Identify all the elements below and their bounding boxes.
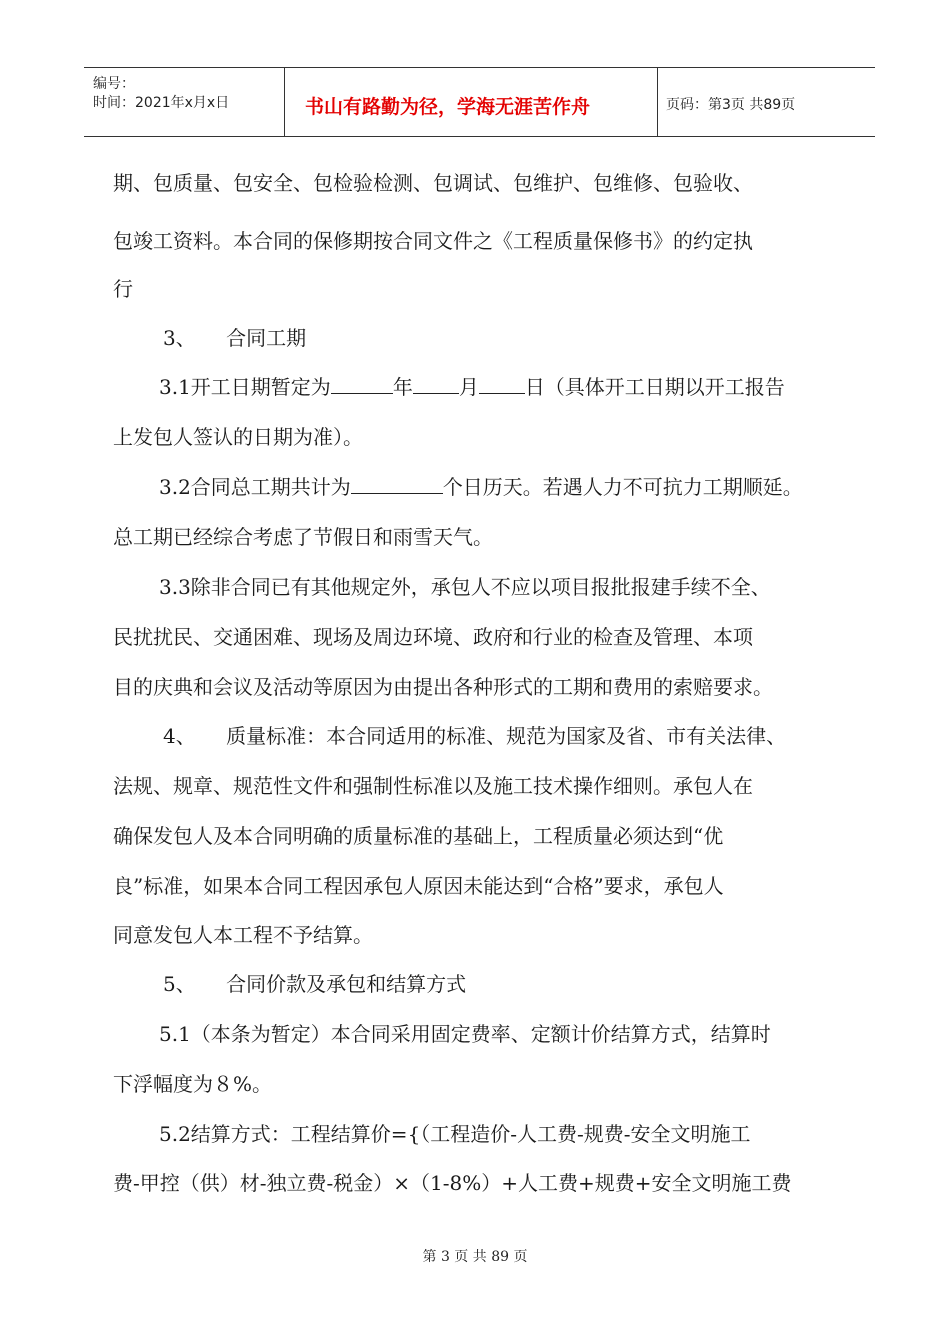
document-time-label: 时间：2021年x月x日 — [93, 95, 230, 111]
body-line: 5.2结算方式：工程结算价={（工程造价-人工费-规费-安全文明施工 — [159, 1122, 751, 1146]
blank-duration[interactable] — [351, 475, 443, 494]
header-page-label: 页码：第3页 共89页 — [666, 97, 796, 113]
clause-text: 年 — [392, 375, 413, 399]
section-title: 合同工期 — [226, 326, 307, 350]
section-heading-4 — [163, 723, 786, 749]
body-line: 费-甲控（供）材-独立费-税金）×（1-8%）+人工费+规费+安全文明施工费 — [113, 1171, 792, 1195]
body-line: 确保发包人及本合同明确的质量标准的基础上，工程质量必须达到“优 — [113, 824, 724, 848]
clause-text: 3.1开工日期暂定为 — [159, 375, 331, 399]
body-line: 行 — [113, 277, 133, 301]
body-line: 同意发包人本工程不予结算。 — [113, 923, 373, 947]
clause-3-2 — [159, 474, 803, 500]
blank-day[interactable] — [479, 375, 525, 394]
clause-text: 个日历天。若遇人力不可抗力工期顺延。 — [442, 475, 803, 499]
clause-text: 3.2合同总工期共计为 — [159, 475, 351, 499]
body-line: 法规、规章、规范性文件和强制性标准以及施工技术操作细则。承包人在 — [113, 774, 753, 798]
header-motto-cell — [285, 68, 658, 136]
document-number-label: 编号： — [93, 76, 135, 92]
body-line: 上发包人签认的日期为准）。 — [113, 425, 363, 449]
section-title: 质量标准：本合同适用的标准、规范为国家及省、市有关法律、 — [226, 724, 787, 748]
body-line: 良”标准，如果本合同工程因承包人原因未能达到“合格”要求，承包人 — [113, 874, 724, 898]
header-motto: 书山有路勤为径，学海无涯苦作舟 — [305, 96, 591, 118]
body-line: 民扰扰民、交通困难、现场及周边环境、政府和行业的检查及管理、本项 — [113, 625, 753, 649]
section-heading-5 — [163, 971, 466, 997]
page-footer: 第 3 页 共 89 页 — [422, 1249, 528, 1265]
section-number: 3、 — [163, 326, 196, 350]
body-line: 期、包质量、包安全、包检验检测、包调试、包维护、包维修、包验收、 — [113, 171, 753, 195]
body-line: 5.1（本条为暂定）本合同采用固定费率、定额计价结算方式，结算时 — [159, 1022, 771, 1046]
clause-text: 月 — [458, 375, 479, 399]
clause-text: 日（具体开工日期以开工报告 — [524, 375, 785, 399]
body-line: 下浮幅度为８%。 — [113, 1072, 273, 1096]
body-line: 总工期已经综合考虑了节假日和雨雪天气。 — [113, 525, 493, 549]
body-line: 包竣工资料。本合同的保修期按合同文件之《工程质量保修书》的约定执 — [113, 229, 753, 253]
clause-3-1 — [159, 374, 785, 400]
body-line: 目的庆典和会议及活动等原因为由提出各种形式的工期和费用的索赔要求。 — [113, 675, 773, 699]
blank-month[interactable] — [413, 375, 459, 394]
section-title: 合同价款及承包和结算方式 — [226, 972, 467, 996]
body-line: 3.3除非合同已有其他规定外，承包人不应以项目报批报建手续不全、 — [159, 575, 771, 599]
blank-year[interactable] — [331, 375, 393, 394]
header-meta-cell — [84, 68, 285, 136]
section-number: 5、 — [163, 972, 196, 996]
section-number: 4、 — [163, 724, 196, 748]
document-header — [84, 67, 875, 137]
section-heading-3 — [163, 325, 306, 351]
